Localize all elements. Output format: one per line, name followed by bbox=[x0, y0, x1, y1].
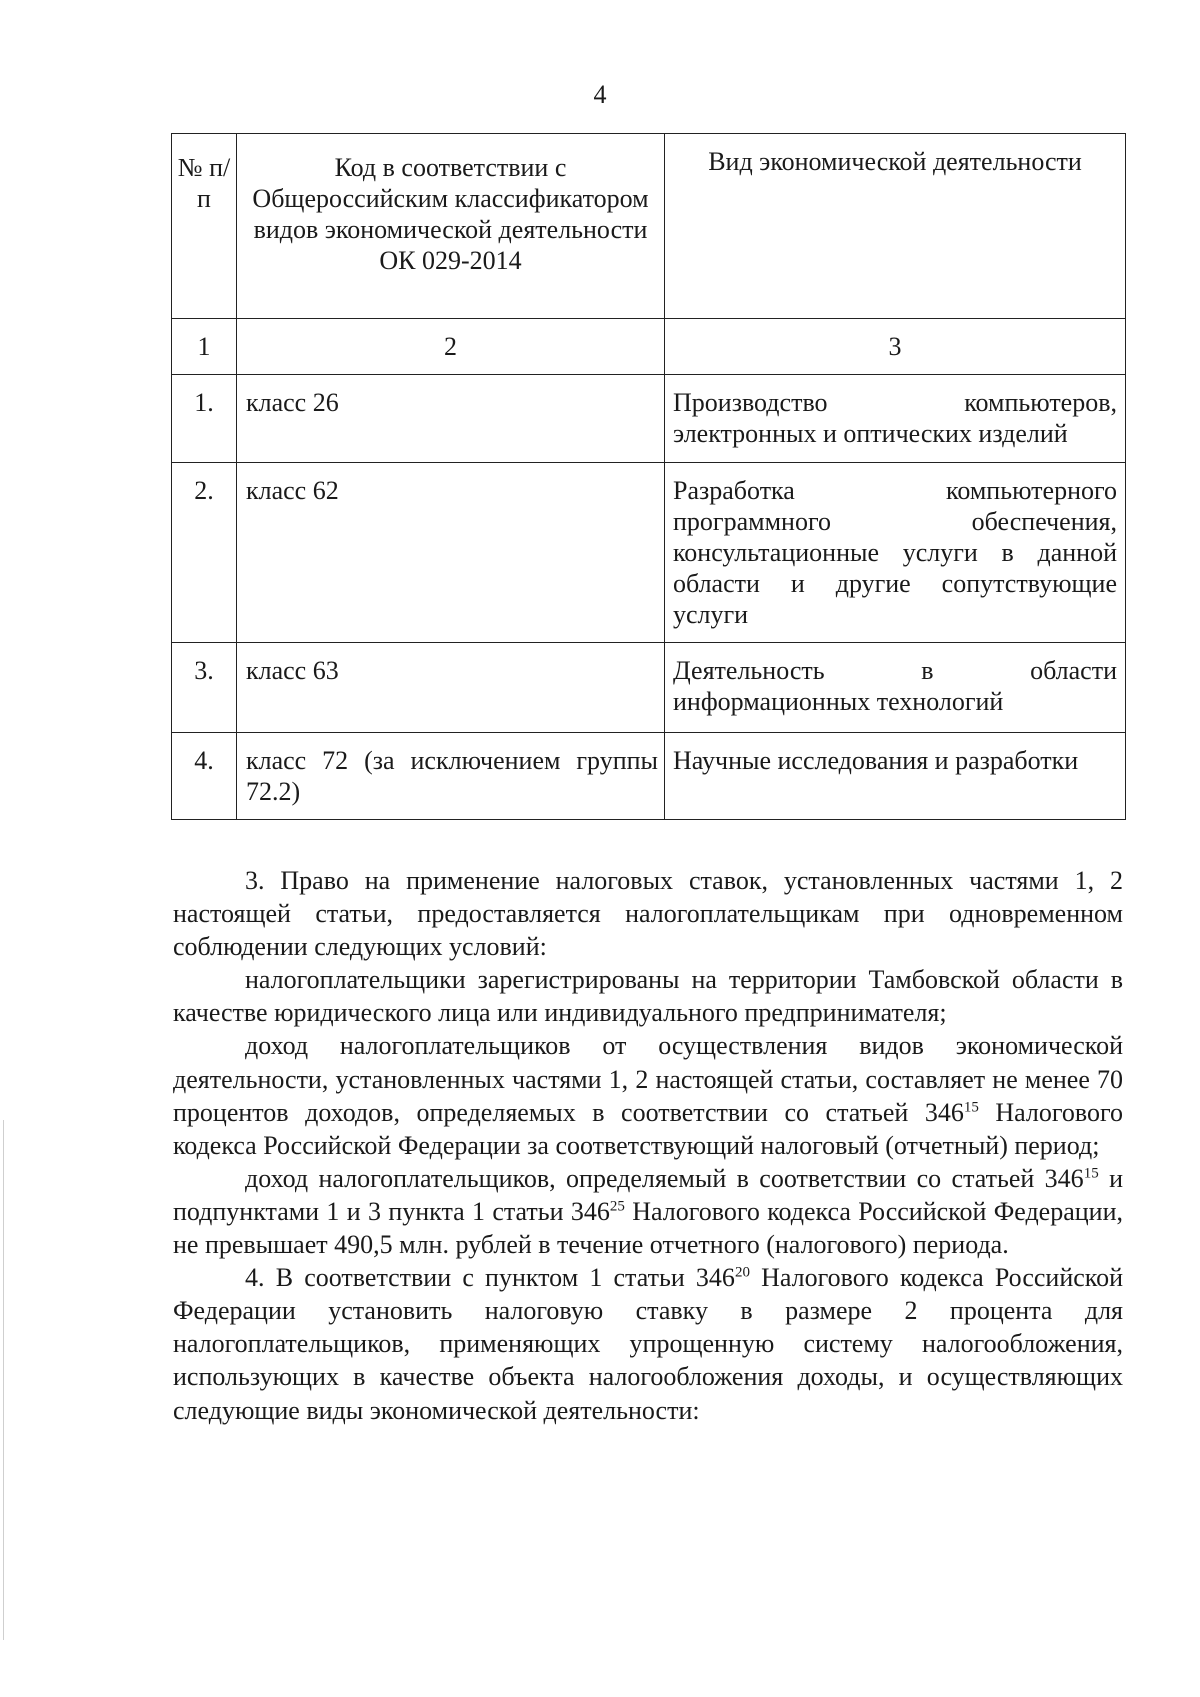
table-row bbox=[172, 375, 1126, 463]
superscript: 20 bbox=[734, 1264, 750, 1281]
header-number: № п/п bbox=[172, 134, 237, 319]
row-code: класс 26 bbox=[237, 375, 665, 463]
superscript: 25 bbox=[609, 1198, 625, 1215]
paragraph-tax-rate bbox=[173, 1261, 1123, 1426]
table-row bbox=[172, 463, 1126, 643]
paragraph-income-share bbox=[173, 1029, 1123, 1161]
row-number: 1. bbox=[172, 375, 237, 463]
column-number: 1 bbox=[172, 319, 237, 375]
row-code: класс 62 bbox=[237, 463, 665, 643]
row-activity: Производство компьютеров, электронных и оптических изделий bbox=[665, 375, 1126, 463]
row-code: класс 72 (за исключением группы 72.2) bbox=[237, 733, 665, 820]
row-number: 2. bbox=[172, 463, 237, 643]
text-span: доход налогоплательщиков от осуществления видов экономической деятельности, установленных частями 1, 2 настоящей статьи, составляет не менее 70 процентов доходов, определяемых в соответствии со статьей 346 bbox=[173, 1031, 1123, 1127]
column-number: 2 bbox=[237, 319, 665, 375]
row-activity: Деятельность в области информационных технологий bbox=[665, 643, 1126, 733]
paragraph-income-limit bbox=[173, 1162, 1123, 1261]
activity-codes-table bbox=[171, 133, 1126, 820]
table-header-row bbox=[172, 134, 1126, 319]
body-text bbox=[173, 864, 1123, 1427]
text-span: и подпунктами 1 и 3 пункта 1 статьи 346 bbox=[173, 1163, 1123, 1226]
text-span: Налогового кодекса Российской Федерации за соответствующий налоговый (отчетный) период; bbox=[173, 1097, 1123, 1160]
row-number: 4. bbox=[172, 733, 237, 820]
row-activity: Научные исследования и разработки bbox=[665, 733, 1126, 820]
header-activity: Вид экономической деятельности bbox=[665, 134, 1126, 319]
text-span: 4. В соответствии с пунктом 1 статьи 346 bbox=[245, 1263, 735, 1293]
table-row bbox=[172, 733, 1126, 820]
header-code: Код в соответствии с Общероссийским классификатором видов экономической деятельности ОК 029-2014 bbox=[237, 134, 665, 319]
row-code: класс 63 bbox=[237, 643, 665, 733]
table-row bbox=[172, 643, 1126, 733]
row-activity: Разработка компьютерного программного обеспечения, консультационные услуги в данной области и другие сопутствующие услуги bbox=[665, 463, 1126, 643]
text-span: Налогового кодекса Российской Федерации установить налоговую ставку в размере 2 процента для налогоплательщиков, применяющих упрощенную систему налогообложения, использующих в качестве объекта налогообложения доходы, и осуществляющих следующие виды экономической деятельности: bbox=[173, 1263, 1124, 1425]
paragraph-conditions: 3. Право на применение налоговых ставок, установленных частями 1, 2 настоящей статьи, предоставляется налогоплательщикам при одновременном соблюдении следующих условий: bbox=[173, 866, 1123, 962]
paragraph-registration: налогоплательщики зарегистрированы на территории Тамбовской области в качестве юридического лица или индивидуального предпринимателя; bbox=[173, 965, 1123, 1028]
text-span: доход налогоплательщиков, определяемый в соответствии со статьей 346 bbox=[245, 1163, 1084, 1193]
page-number: 4 bbox=[593, 80, 607, 109]
superscript: 15 bbox=[963, 1099, 979, 1115]
column-number: 3 bbox=[665, 319, 1126, 375]
column-numbers-row bbox=[172, 319, 1126, 375]
superscript: 15 bbox=[1083, 1165, 1099, 1182]
text-span: Налогового кодекса Российской Федерации, не превышает 490,5 млн. рублей в течение отчетного (налогового) периода. bbox=[173, 1196, 1123, 1260]
scan-margin-line bbox=[3, 1120, 4, 1640]
row-number: 3. bbox=[172, 643, 237, 733]
